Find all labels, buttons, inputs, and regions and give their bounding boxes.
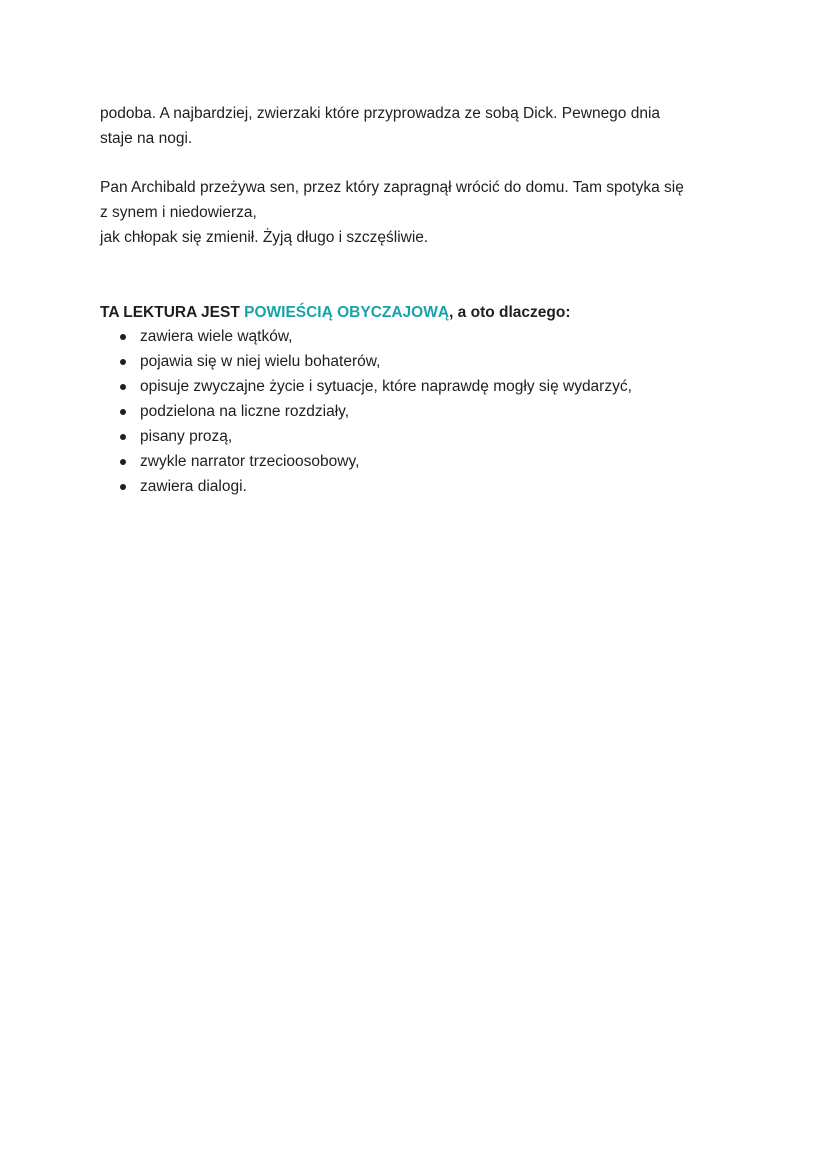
bullet-icon [120,459,126,465]
paragraph-ending [100,175,740,250]
bullet-icon [120,484,126,490]
reasons-list [116,324,632,499]
list-item [116,324,632,349]
list-item [116,349,632,374]
heading-suffix: , a oto dlaczego: [449,304,571,321]
paragraph-line: staje na nogi. [100,130,193,147]
heading-prefix: TA LEKTURA JEST [100,304,245,321]
list-item-text: opisuje zwyczajne życie i sytuacje, które naprawdę mogły się wydarzyć, [140,378,632,395]
bullet-icon [120,384,126,390]
list-item-text: pojawia się w niej wielu bohaterów, [140,353,381,370]
bullet-icon [120,334,126,340]
list-item-text: pisany prozą, [140,428,233,445]
paragraph-recovery [100,101,740,151]
list-item [116,399,632,424]
list-item-text: podzielona na liczne rozdziały, [140,403,350,420]
paragraph-line: podoba. A najbardziej, zwierzaki które przyprowadza ze sobą Dick. Pewnego dnia [100,105,661,122]
list-item [116,474,632,499]
list-item-text: zawiera wiele wątków, [140,328,293,345]
list-item [116,424,632,449]
bullet-icon [120,409,126,415]
section-heading [100,300,571,325]
list-item [116,449,632,474]
bullet-icon [120,359,126,365]
paragraph-line: z synem i niedowierza, [100,204,257,221]
list-item-text: zwykle narrator trzecioosobowy, [140,453,360,470]
paragraph-line: Pan Archibald przeżywa sen, przez który zapragnął wrócić do domu. Tam spotyka się [100,179,684,196]
list-item-text: zawiera dialogi. [140,478,247,495]
list-item [116,374,632,399]
paragraph-line: jak chłopak się zmienił. Żyją długo i szczęśliwie. [100,229,429,246]
heading-accent: POWIEŚCIĄ OBYCZAJOWĄ [244,304,450,321]
bullet-icon [120,434,126,440]
